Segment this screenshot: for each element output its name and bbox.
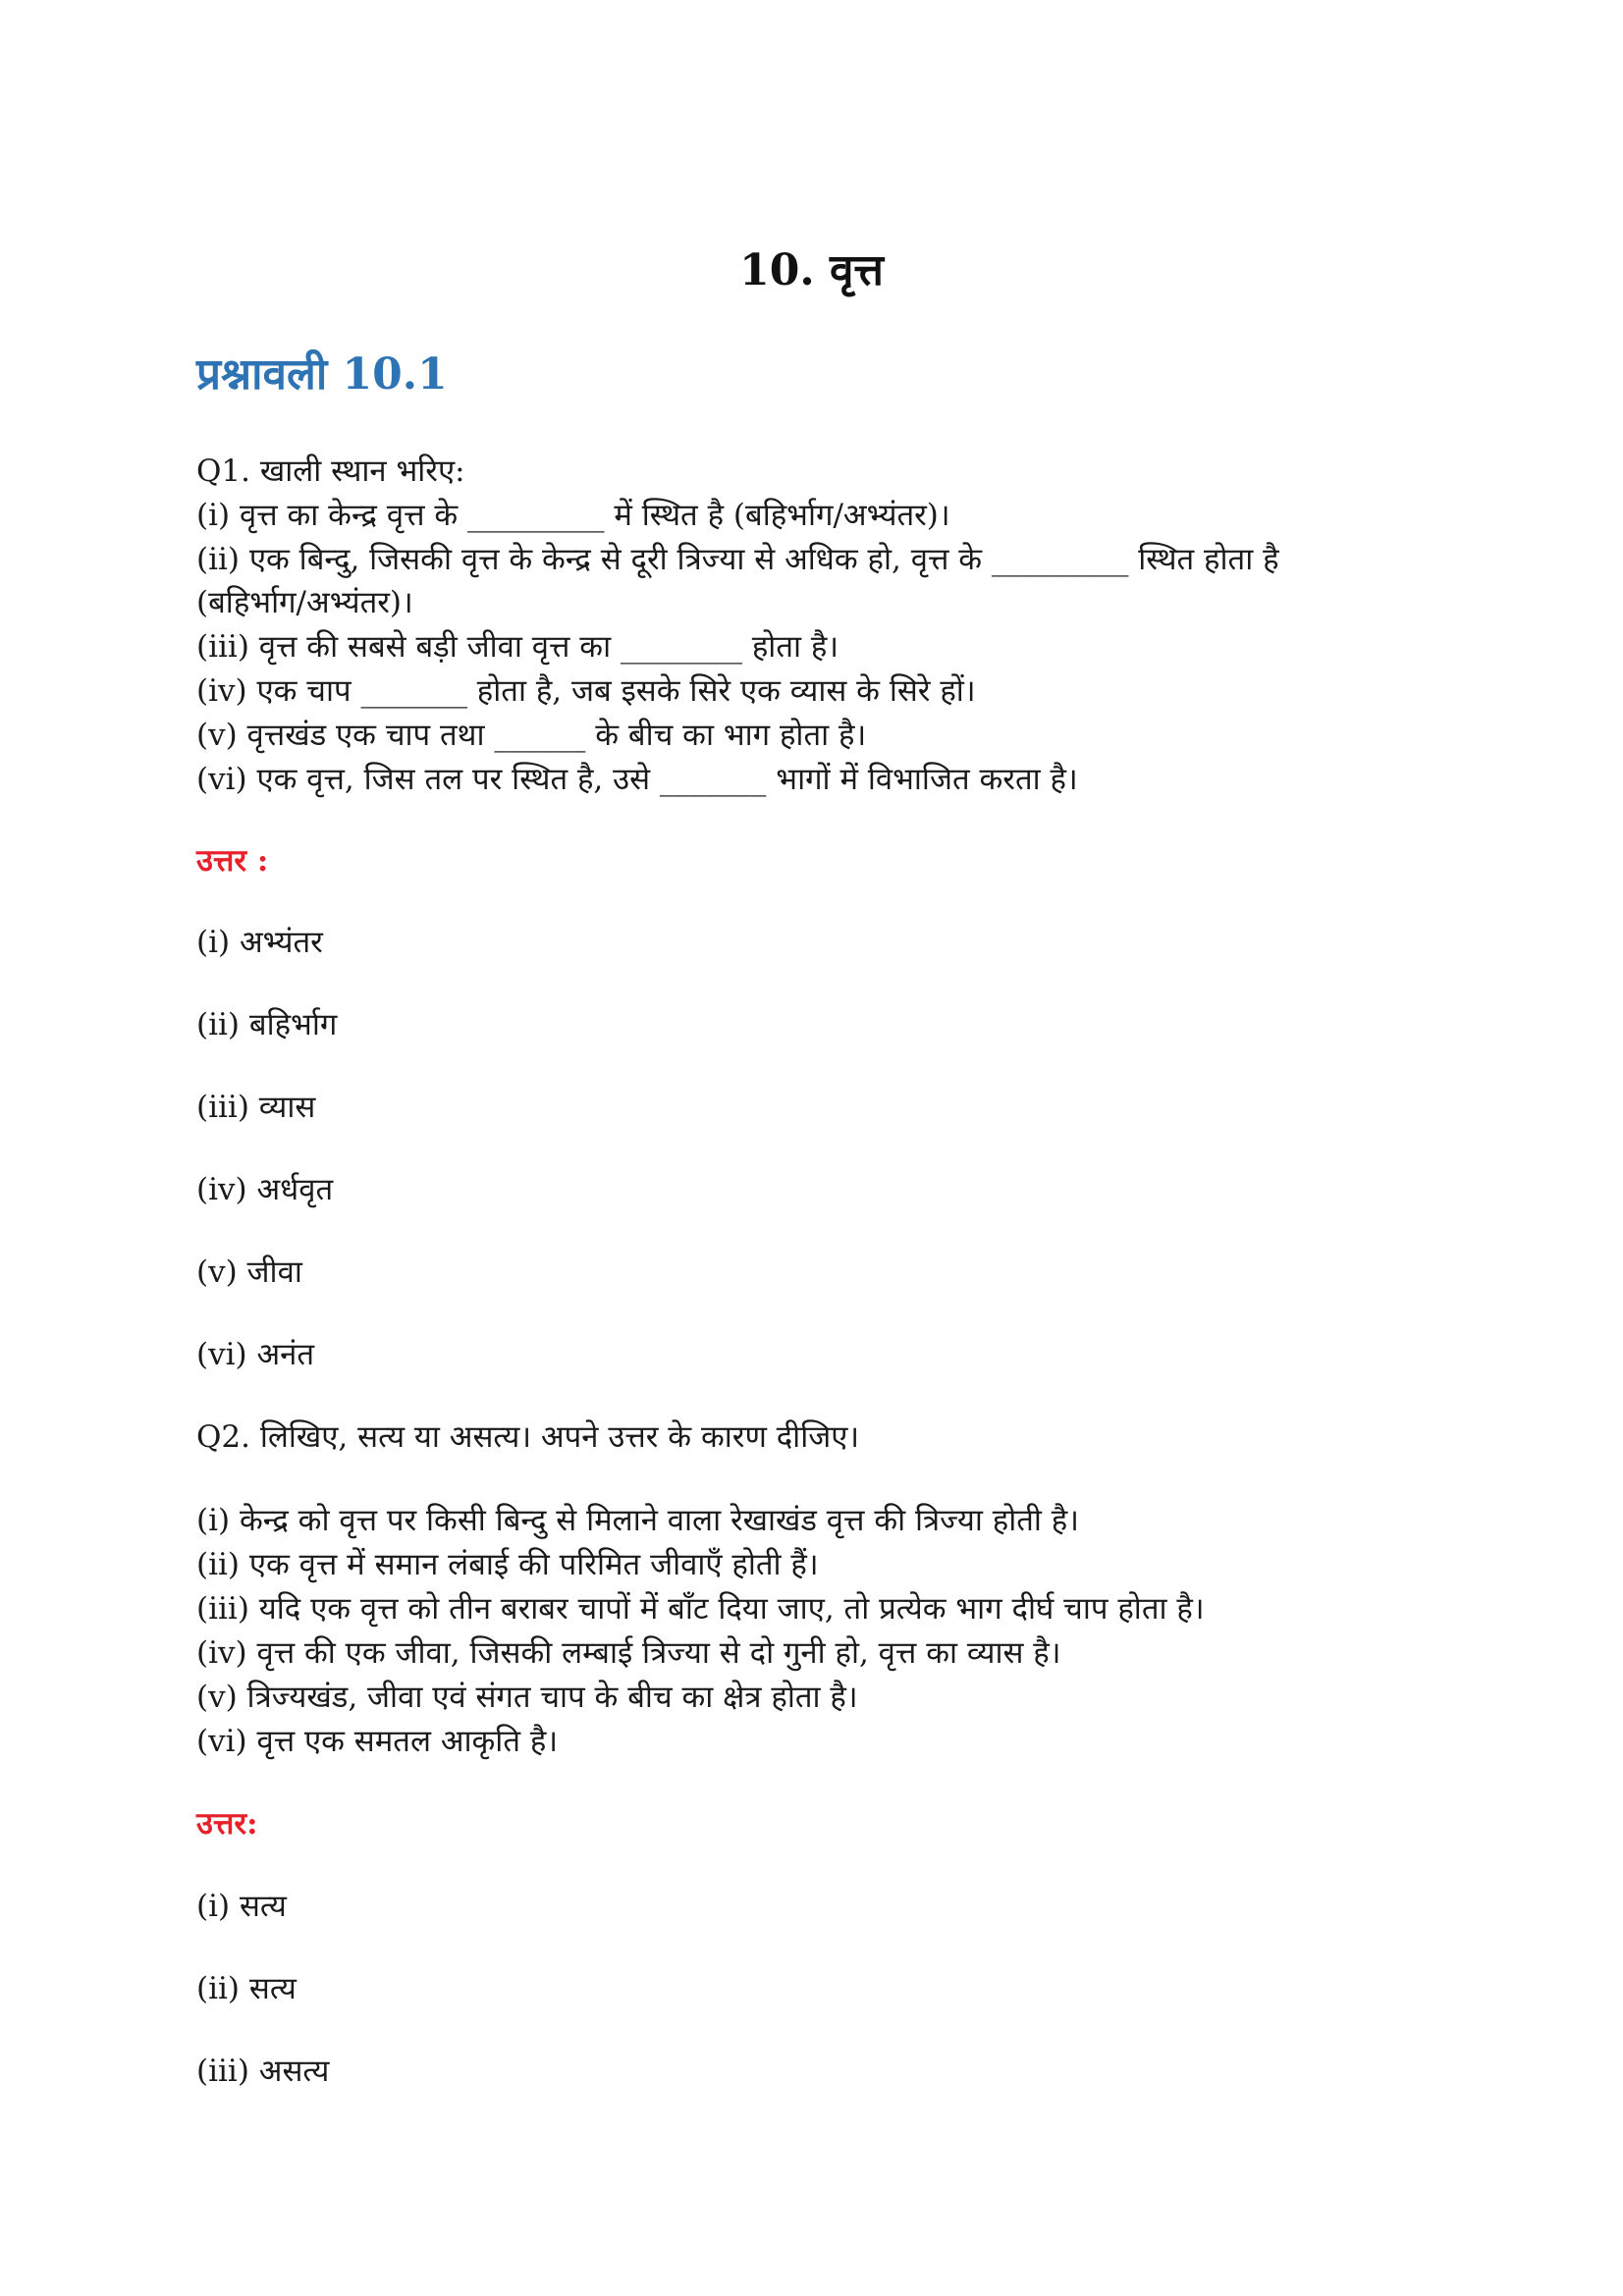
exercise-title: प्रश्नावली 10.1 [196,349,448,400]
q1-answer-heading: उत्तर : [196,843,269,879]
chapter-title: 10. वृत्त [739,245,884,295]
q1-answer-v: (v) जीवा [196,1255,302,1290]
q2-prompt: Q2. लिखिए, सत्य या असत्य। अपने उत्तर के कारण दीजिए। [196,1419,860,1455]
q2-answer-iii: (iii) असत्य [196,2054,330,2089]
q1-answer-iii: (iii) व्यास [196,1090,316,1125]
q1-answer-iv: (iv) अर्धवृत [196,1172,334,1207]
q1-item-vi: (vi) एक वृत्त, जिस तल पर स्थित है, उसे _______ भागों में विभाजित करता है। [196,762,1078,797]
q2-item-i: (i) केन्द्र को वृत्त पर किसी बिन्दु से मिलाने वाला रेखाखंड वृत्त की त्रिज्या होती है। [196,1503,1080,1538]
q1-prompt: Q1. खाली स्थान भरिए: [196,454,465,489]
q2-item-iv: (iv) वृत्त की एक जीवा, जिसकी लम्बाई त्रिज्या से दो गुनी हो, वृत्त का व्यास है। [196,1635,1061,1671]
q1-item-i: (i) वृत्त का केन्द्र वृत्त के _________ में स्थित है (बहिर्भाग/अभ्यंतर)। [196,498,950,533]
q2-item-v: (v) त्रिज्यखंड, जीवा एवं संगत चाप के बीच का क्षेत्र होता है। [196,1680,858,1715]
q1-item-ii: (ii) एक बिन्दु, जिसकी वृत्त के केन्द्र से दूरी त्रिज्या से अधिक हो, वृत्त के _________ स्थित होता है [196,542,1279,577]
q2-item-iii: (iii) यदि एक वृत्त को तीन बराबर चापों में बाँट दिया जाए, तो प्रत्येक भाग दीर्घ चाप होता है। [196,1591,1205,1627]
q1-answer-i: (i) अभ्यंतर [196,925,323,960]
q1-item-iv: (iv) एक चाप _______ होता है, जब इसके सिरे एक व्यास के सिरे हों। [196,673,976,709]
q2-answer-heading: उत्तर: [196,1806,258,1842]
q1-item-iii: (iii) वृत्त की सबसे बड़ी जीवा वृत्त का ________ होता है। [196,629,839,665]
q2-item-ii: (ii) एक वृत्त में समान लंबाई की परिमित जीवाएँ होती हैं। [196,1547,819,1582]
q1-answer-vi: (vi) अनंत [196,1337,315,1372]
q2-answer-ii: (ii) सत्य [196,1971,297,2006]
q2-item-vi: (vi) वृत्त एक समतल आकृति है। [196,1724,559,1759]
q1-item-v: (v) वृत्तखंड एक चाप तथा ______ के बीच का भाग होता है। [196,718,867,753]
q1-answer-ii: (ii) बहिर्भाग [196,1007,338,1042]
q1-item-ii-continued: (बहिर्भाग/अभ्यंतर)। [196,585,413,620]
q2-answer-i: (i) सत्य [196,1889,287,1924]
